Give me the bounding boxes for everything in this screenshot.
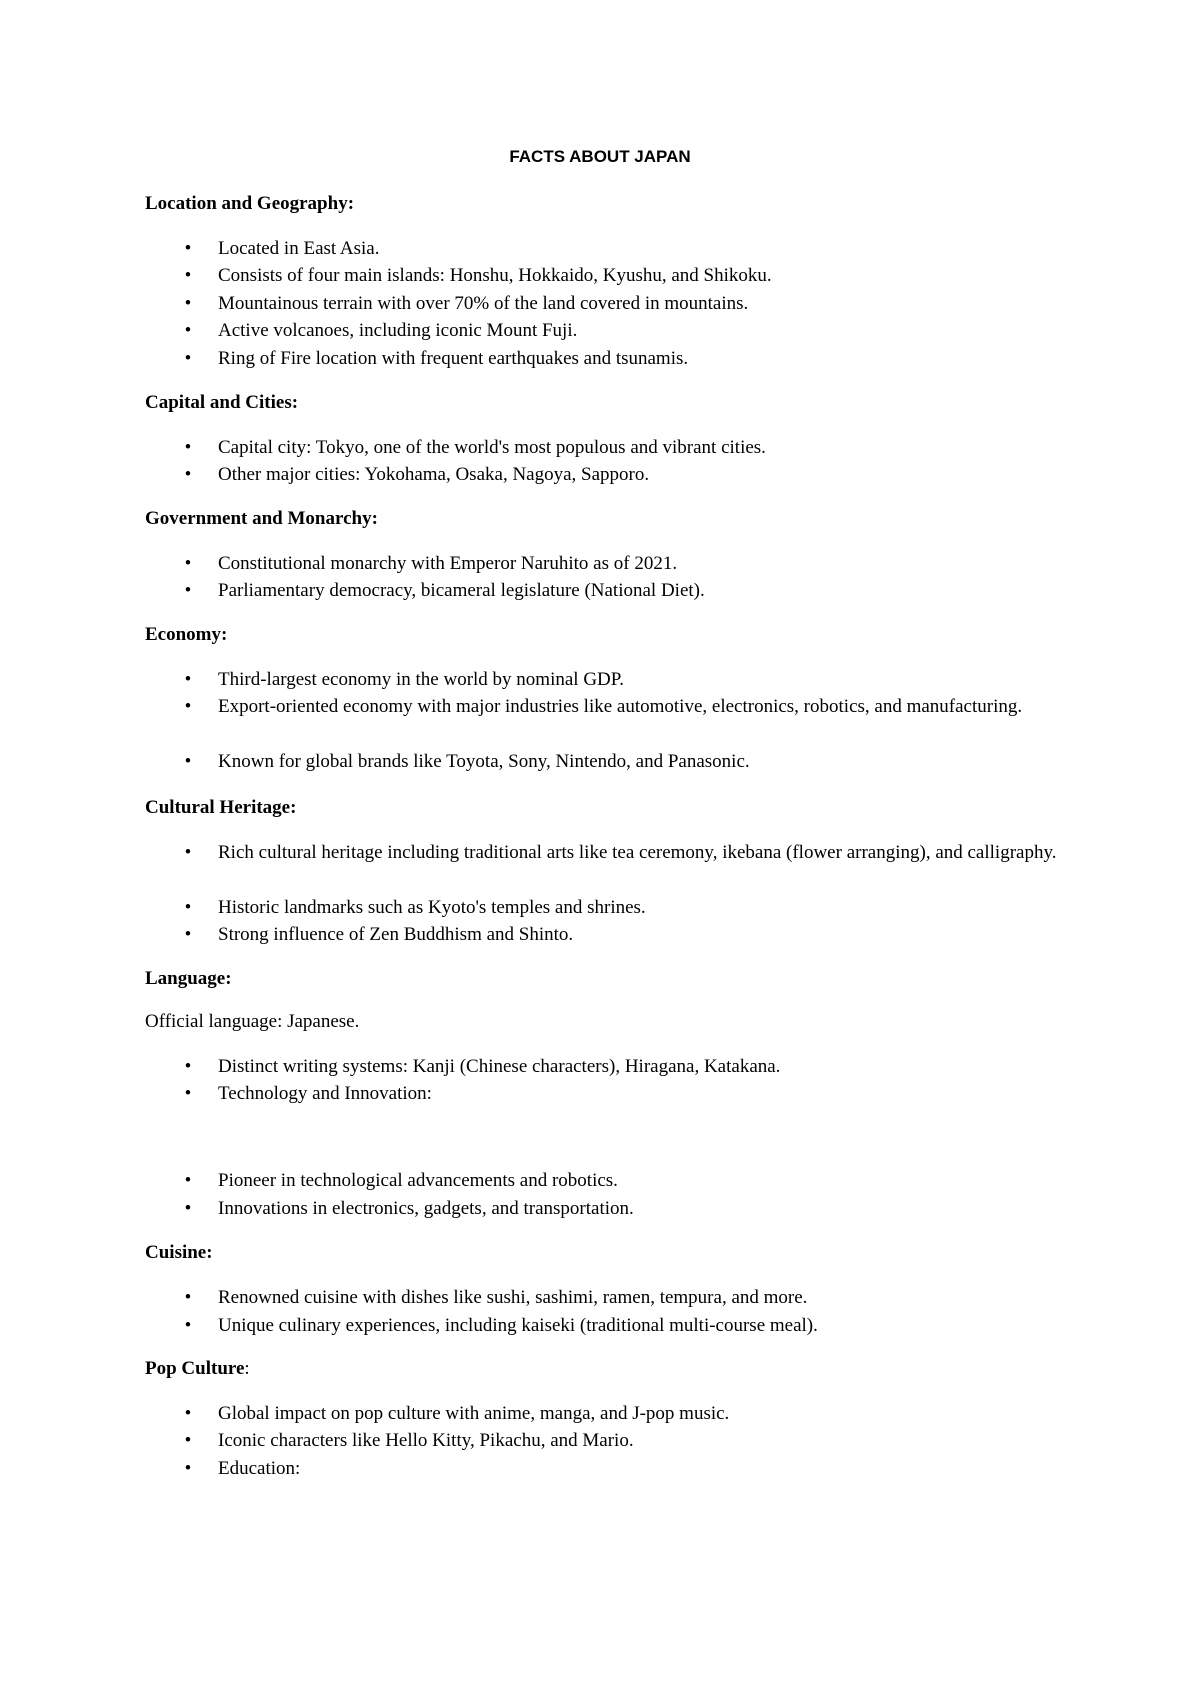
list-item: • Rich cultural heritage including traditional arts like tea ceremony, ikebana (flower arranging), and calligraphy.: [145, 839, 1085, 867]
bullet-icon: •: [184, 437, 192, 458]
list-item: • Other major cities: Yokohama, Osaka, Nagoya, Sapporo.: [145, 461, 1085, 489]
bullet-icon: •: [184, 265, 192, 286]
list-item: • Mountainous terrain with over 70% of the land covered in mountains.: [145, 290, 1085, 318]
list-item: • Unique culinary experiences, including kaiseki (traditional multi-course meal).: [145, 1312, 1085, 1340]
bullet-icon: •: [184, 842, 192, 863]
bullet-icon: •: [184, 1170, 192, 1191]
section-heading-cuisine: Cuisine:: [145, 1242, 213, 1263]
list-item: • Education:: [145, 1455, 1085, 1483]
section-heading-government: Government and Monarchy:: [145, 508, 378, 529]
bullet-icon: •: [184, 897, 192, 918]
language-paragraph: Official language: Japanese.: [145, 1011, 360, 1032]
list-item: • Parliamentary democracy, bicameral legislature (National Diet).: [145, 577, 1085, 605]
section-heading-culture: Cultural Heritage:: [145, 797, 297, 818]
bullet-icon: •: [184, 924, 192, 945]
section-heading-language: Language:: [145, 968, 232, 989]
bullet-icon: •: [184, 751, 192, 772]
section-heading-location: Location and Geography:: [145, 193, 355, 214]
bullet-icon: •: [184, 1458, 192, 1479]
bullet-icon: •: [184, 553, 192, 574]
bullet-icon: •: [184, 1198, 192, 1219]
list-item: • Export-oriented economy with major industries like automotive, electronics, robotics, and manufacturing.: [145, 693, 1085, 721]
list-item: • Pioneer in technological advancements and robotics.: [145, 1167, 1085, 1195]
bullet-icon: •: [184, 293, 192, 314]
list-item: • Ring of Fire location with frequent earthquakes and tsunamis.: [145, 345, 1085, 373]
bullet-icon: •: [184, 1056, 192, 1077]
bullet-icon: •: [184, 348, 192, 369]
bullet-icon: •: [184, 238, 192, 259]
bullet-icon: •: [184, 696, 192, 717]
list-item: • Iconic characters like Hello Kitty, Pikachu, and Mario.: [145, 1427, 1085, 1455]
bullet-icon: •: [184, 1403, 192, 1424]
bullet-icon: •: [184, 669, 192, 690]
bullet-icon: •: [184, 580, 192, 601]
section-heading-economy: Economy:: [145, 624, 228, 645]
bullet-icon: •: [184, 464, 192, 485]
list-item: • Innovations in electronics, gadgets, and transportation.: [145, 1195, 1085, 1223]
bullet-icon: •: [184, 1430, 192, 1451]
list-item: • Active volcanoes, including iconic Mount Fuji.: [145, 317, 1085, 345]
list-item: • Third-largest economy in the world by nominal GDP.: [145, 666, 1085, 694]
list-item: • Historic landmarks such as Kyoto's temples and shrines.: [145, 894, 1085, 922]
section-heading-capital: Capital and Cities:: [145, 392, 299, 413]
list-item: • Distinct writing systems: Kanji (Chinese characters), Hiragana, Katakana.: [145, 1053, 1085, 1081]
list-item: • Capital city: Tokyo, one of the world's most populous and vibrant cities.: [145, 434, 1085, 462]
list-item: • Global impact on pop culture with anime, manga, and J-pop music.: [145, 1400, 1085, 1428]
bullet-icon: •: [184, 1315, 192, 1336]
list-item: • Known for global brands like Toyota, Sony, Nintendo, and Panasonic.: [145, 748, 1085, 776]
bullet-icon: •: [184, 1287, 192, 1308]
list-item: • Strong influence of Zen Buddhism and Shinto.: [145, 921, 1085, 949]
bullet-icon: •: [184, 320, 192, 341]
bullet-icon: •: [184, 1083, 192, 1104]
document-title: FACTS ABOUT JAPAN: [509, 147, 691, 166]
list-item: • Located in East Asia.: [145, 235, 1085, 263]
list-item: • Renowned cuisine with dishes like sushi, sashimi, ramen, tempura, and more.: [145, 1284, 1085, 1312]
list-item: • Constitutional monarchy with Emperor Naruhito as of 2021.: [145, 550, 1085, 578]
list-item: • Consists of four main islands: Honshu, Hokkaido, Kyushu, and Shikoku.: [145, 262, 1085, 290]
list-item: • Technology and Innovation:: [145, 1080, 1085, 1108]
section-heading-pop-culture: Pop Culture:: [145, 1358, 250, 1379]
